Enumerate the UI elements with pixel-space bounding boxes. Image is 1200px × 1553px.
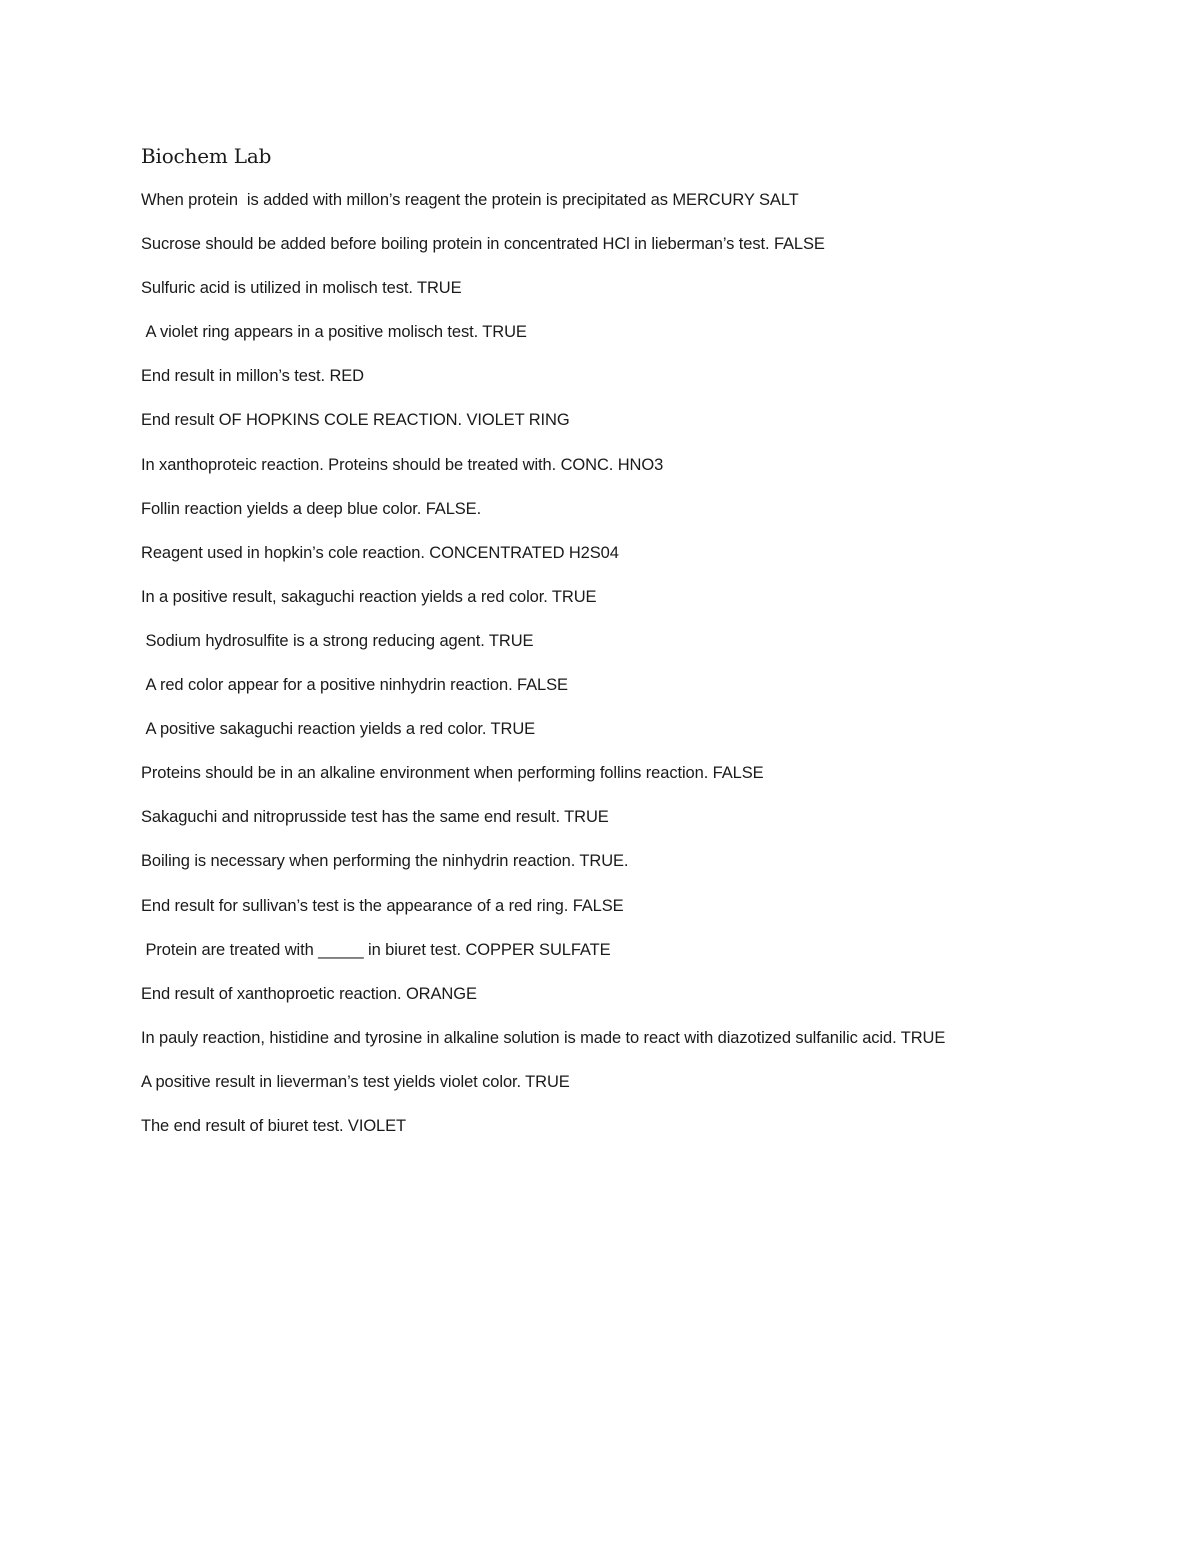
- question-line: End result in millon’s test. RED: [141, 367, 364, 386]
- question-line: Protein are treated with _____ in biuret test. COPPER SULFATE: [141, 940, 611, 959]
- question-line: Reagent used in hopkin’s cole reaction. CONCENTRATED H2S04: [141, 543, 619, 562]
- question-line: In a positive result, sakaguchi reaction yields a red color. TRUE: [141, 587, 597, 606]
- question-line: A positive sakaguchi reaction yields a red color. TRUE: [141, 720, 536, 739]
- question-line: The end result of biuret test. VIOLET: [141, 1116, 407, 1135]
- question-line: A violet ring appears in a positive molisch test. TRUE: [141, 323, 527, 342]
- question-line: Proteins should be in an alkaline environment when performing follins reaction. FALSE: [141, 764, 764, 783]
- question-line: Sakaguchi and nitroprusside test has the same end result. TRUE: [141, 808, 609, 827]
- question-line: Follin reaction yields a deep blue color. FALSE.: [141, 499, 482, 518]
- document-title: Biochem Lab: [141, 144, 272, 168]
- question-line: When protein is added with millon’s reagent the protein is precipitated as MERCURY SALT: [141, 191, 799, 209]
- question-line: A positive result in lieverman’s test yields violet color. TRUE: [141, 1072, 570, 1091]
- question-line: End result OF HOPKINS COLE REACTION. VIOLET RING: [141, 411, 570, 430]
- question-line: A red color appear for a positive ninhydrin reaction. FALSE: [141, 676, 568, 695]
- question-line: Sodium hydrosulfite is a strong reducing agent. TRUE: [141, 631, 534, 650]
- question-line: In xanthoproteic reaction. Proteins should be treated with. CONC. HNO3: [141, 455, 664, 474]
- question-line: End result for sullivan’s test is the appearance of a red ring. FALSE: [141, 896, 624, 915]
- document-body: [141, 140, 1041, 1156]
- question-line: Sulfuric acid is utilized in molisch test. TRUE: [141, 279, 462, 298]
- question-list: [141, 186, 1041, 1141]
- question-line: Boiling is necessary when performing the ninhydrin reaction. TRUE.: [141, 852, 629, 871]
- question-line: Sucrose should be added before boiling protein in concentrated HCl in lieberman’s test. FALSE: [141, 235, 825, 254]
- question-line: End result of xanthoproetic reaction. ORANGE: [141, 984, 477, 1003]
- question-line: In pauly reaction, histidine and tyrosine in alkaline solution is made to react with diazotized sulfanilic acid. TRUE: [141, 1028, 946, 1047]
